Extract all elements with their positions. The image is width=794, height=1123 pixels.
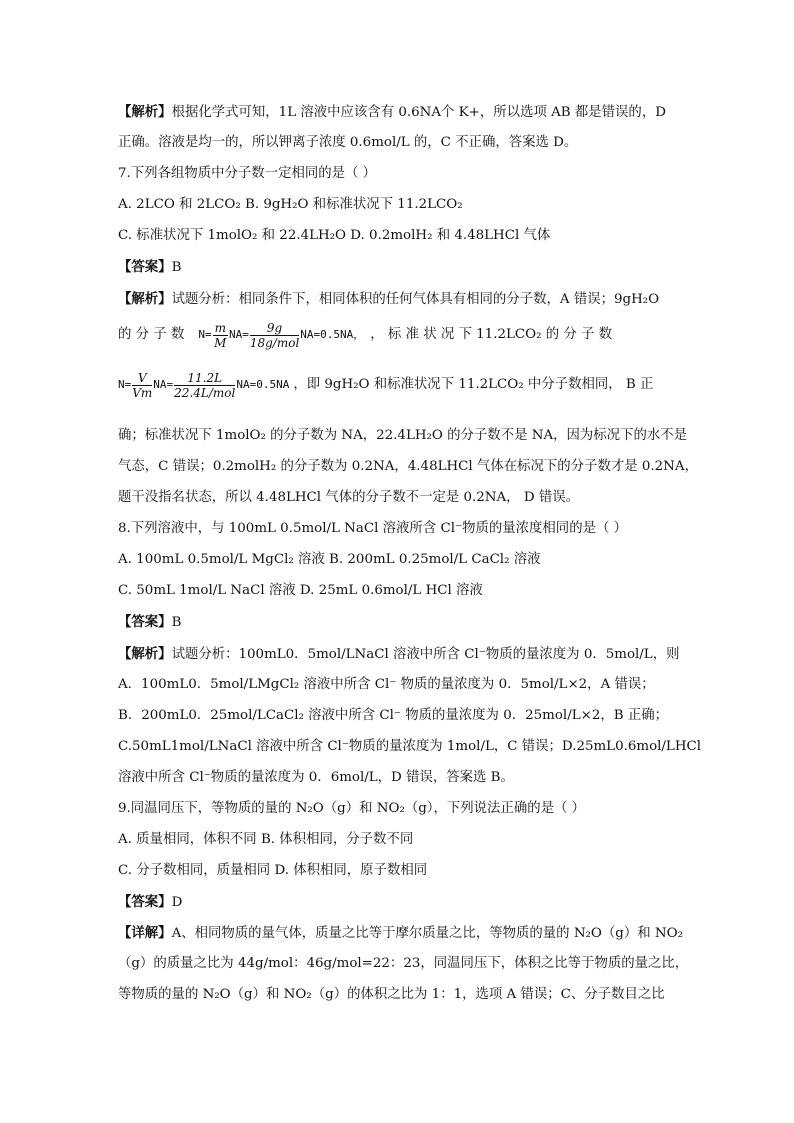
text-line: 确；标准状况下 1molO₂ 的分子数为 NA，22.4LH₂O 的分子数不是 NA，因为标况下的水不是 (118, 428, 688, 443)
fraction-denominator: 22.4L/mol (174, 385, 236, 400)
text-line: 溶液中所含 Cl⁻物质的量浓度为 0．6mol/L，D 错误，答案选 B。 (118, 770, 514, 785)
section-header: 【详解】 (118, 925, 172, 941)
answer-7: 【答案】B (118, 259, 182, 275)
text-line: 等物质的量的 N₂O（g）和 NO₂（g）的体积之比为 1：1，选项 A 错误；C、分子数目之比 (118, 987, 665, 1002)
formula-text: N= (198, 328, 212, 341)
fraction-mass-over-molar-mass (250, 321, 299, 350)
section-header: 【解析】 (118, 291, 172, 307)
section-header: 【解析】 (118, 104, 172, 120)
section-header: 【答案】 (118, 894, 172, 910)
text-segment: ， 标 准 状 况 下 11.2LCO₂ 的 分 子 数 (370, 327, 613, 342)
text-segment: 的 分 子 数 (118, 327, 185, 342)
formula-text: NA=0.5NA (236, 378, 290, 391)
fraction-denominator: 18g/mol (249, 335, 300, 350)
text-line: 正确。溶液是均一的，所以钾离子浓度 0.6mol/L 的，C 不正确，答案选 D。 (118, 135, 578, 150)
text-line: A．100mL0．5mol/LMgCl₂ 溶液中所含 Cl⁻ 物质的量浓度为 0．5mol/L×2，A 错误； (118, 677, 655, 692)
explanation-7-formula-line (118, 368, 678, 402)
text-line: B．200mL0．25mol/LCaCl₂ 溶液中所含 Cl⁻ 物质的量浓度为 0．25mol/L×2，B 正确； (118, 708, 669, 723)
fraction-V-over-Vm (132, 371, 152, 400)
section-header: 【答案】 (118, 259, 172, 275)
fraction-numerator: 9g (250, 321, 299, 336)
text-line: （g）的质量之比为 44g/mol：46g/mol=22：23，同温同压下，体积之比等于物质的量之比， (118, 956, 689, 971)
question-7-options-ab: A. 2LCO 和 2LCO₂ B. 9gH₂O 和标准状况下 11.2LCO₂ (118, 197, 463, 212)
explanation-7-line: 【解析】试题分析：相同条件下，相同体积的任何气体具有相同的分子数，A 错误；9gH₂O (118, 291, 660, 307)
fraction-numerator: m (214, 320, 226, 335)
question-8-options-cd: C. 50mL 1mol/L NaCl 溶液 D. 25mL 0.6mol/L HCl 溶液 (118, 583, 483, 598)
question-9-options-ab: A. 质量相同，体积不同 B. 体积相同，分子数不同 (118, 832, 414, 847)
formula-text: NA=0.5NA， (300, 328, 365, 341)
formula-text: NA= (153, 378, 174, 391)
fraction-denominator: Vm (132, 385, 153, 400)
fraction-numerator: 11.2L (174, 371, 235, 386)
fraction-denominator: M (214, 335, 227, 350)
text-line: 【解析】试题分析：100mL0．5mol/LNaCl 溶液中所含 Cl⁻物质的量浓度为 0．5mol/L，则 (118, 646, 680, 662)
question-8: 8.下列溶液中，与 100mL 0.5mol/L NaCl 溶液所含 Cl⁻物质的量浓度相同的是（ ） (118, 521, 628, 536)
fraction-numerator: V (132, 371, 152, 386)
text-line: 题干没指名状态，所以 4.48LHCl 气体的分子数不一定是 0.2NA， D 错误。 (118, 490, 579, 505)
fraction-volume-over-molar-volume (174, 371, 235, 400)
fraction-m-over-M (213, 321, 228, 350)
text-segment: ，即 9gH₂O 和标准状况下 11.2LCO₂ 中分子数相同， B 正 (293, 377, 654, 392)
text-line: C.50mL1mol/LNaCl 溶液中所含 Cl⁻物质的量浓度为 1mol/L，C 错误；D.25mL0.6mol/LHCl (118, 739, 702, 754)
formula-text: N= (118, 378, 132, 391)
formula-text: NA= (228, 328, 249, 341)
question-8-options-ab: A. 100mL 0.5mol/L MgCl₂ 溶液 B. 200mL 0.25mol/L CaCl₂ 溶液 (118, 552, 541, 567)
question-7: 7.下列各组物质中分子数一定相同的是（ ） (118, 166, 377, 181)
section-header: 【解析】 (118, 646, 172, 662)
section-header: 【答案】 (118, 614, 172, 630)
question-9: 9.同温同压下，等物质的量的 N₂O（g）和 NO₂（g），下列说法正确的是（ ） (118, 801, 586, 816)
text-line: 气态，C 错误；0.2molH₂ 的分子数为 0.2NA，4.48LHCl 气体在标况下的分子数才是 0.2NA， (118, 459, 698, 474)
text-line: 【详解】A、相同物质的量气体，质量之比等于摩尔质量之比，等物质的量的 N₂O（g）和 NO₂ (118, 925, 683, 941)
text-line: 【解析】根据化学式可知，1L 溶液中应该含有 0.6NA个 K+，所以选项 AB 都是错误的，D (118, 104, 666, 120)
answer-8: 【答案】B (118, 614, 182, 630)
question-9-options-cd: C. 分子数相同，质量相同 D. 体积相同，原子数相同 (118, 863, 428, 878)
question-7-options-cd: C. 标准状况下 1molO₂ 和 22.4LH₂O D. 0.2molH₂ 和 4.48LHCl 气体 (118, 228, 551, 243)
explanation-7-formula-line (118, 318, 678, 352)
answer-9: 【答案】D (118, 894, 183, 910)
